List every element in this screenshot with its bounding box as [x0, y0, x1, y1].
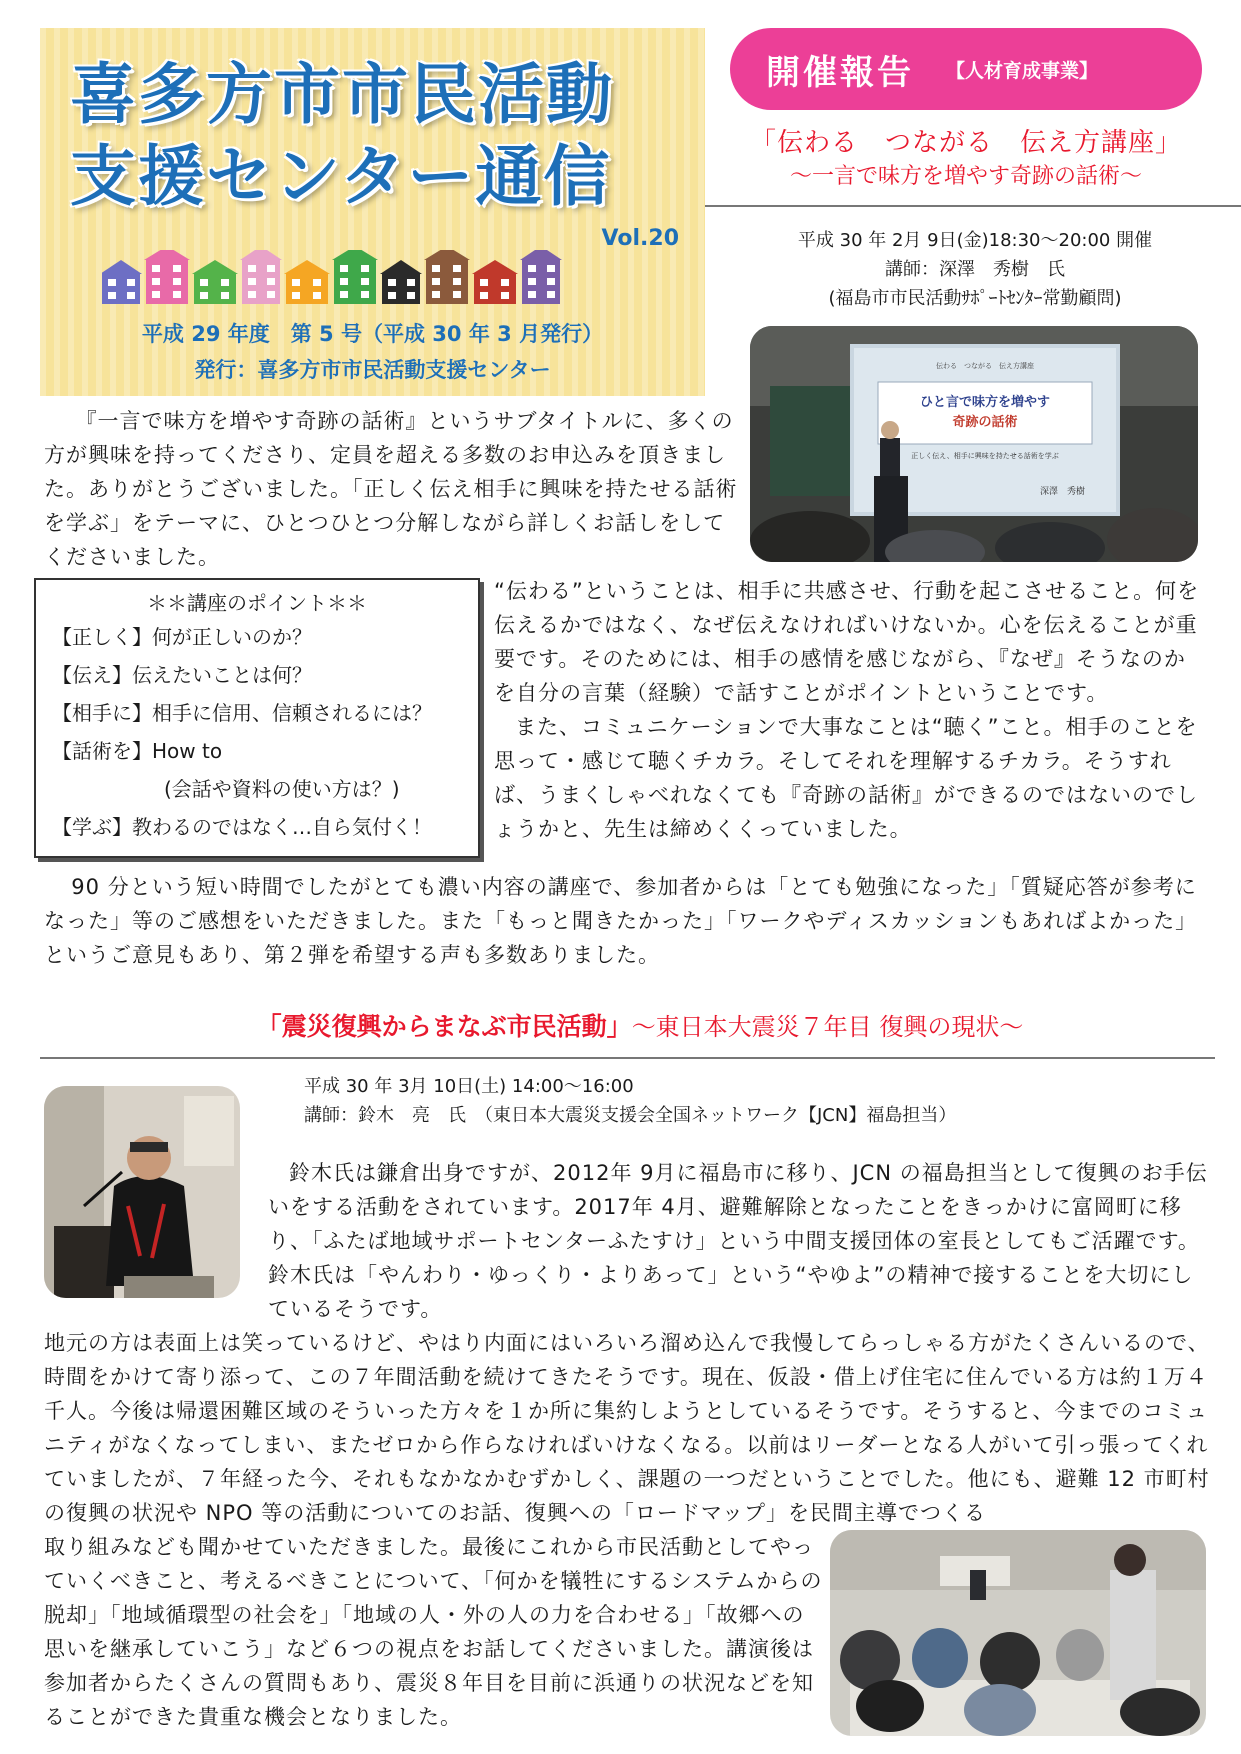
audience-photo-image — [830, 1530, 1206, 1736]
lecturer-name: 講師：鈴木 亮 氏 （東日本大震災支援会全国ネットワーク【JCN】福島担当） — [304, 1105, 957, 1126]
badge-sub-label: 【人材育成事業】 — [946, 59, 1099, 82]
speaker-photo — [44, 1086, 240, 1298]
lecture-photo-image — [750, 326, 1198, 562]
house-icon — [380, 260, 422, 304]
audience-photo — [830, 1530, 1206, 1736]
lecturer-name: 講師：深澤 秀樹 氏 — [885, 259, 1065, 280]
section2-paragraph-2: 地元の方は表面上は笑っているけど、やはり内面にはいろいろ溜め込んで我慢してらっしゃる方がたくさんいるので、時間をかけて寄り添って、この７年間活動を続けてきたそうです。現在、仮設・借上げ住宅に住んでいる方は約１万４千人。今後は帰還困難区域のそういった方々を１か所に集約しようとしているそうです。そうすると、今までのコミュニティがなくなってしまい、またゼロから作らなければいけなくなる。以前はリーダーとなる人がいて引っ張ってくれていましたが、７年経った今、それもなかなかむずかしく、課題の一つだということでした。他にも、避難 12 市町村の復興の状況や NPO 等の活動についてのお話、復興への「ロードマップ」を民間主導でつくる — [44, 1331, 1210, 1525]
section1-paragraph-2: “伝わる”ということは、相手に共感させ、行動を起こさせること。何を伝えるかではなく、なぜ伝えなければいけないか。心を伝えることが重要です。そのためには、相手の感情を感じながら、『なぜ』そうなのかを自分の言葉（経験）で話すことがポイントということです。 — [494, 579, 1200, 705]
slide-small-text: 伝わる つながる 伝え方講座 — [936, 362, 1034, 370]
house-icon — [240, 250, 282, 304]
section2-title — [40, 1010, 1240, 1044]
section1-paragraph-2-3 — [494, 574, 1206, 846]
house-icon — [284, 260, 330, 304]
section2-title-main: 「震災復興からまなぶ市民活動」 — [256, 1012, 632, 1041]
section1-paragraph-4: 90 分という短い時間でしたがとても濃い内容の講座で、参加者からは「とても勉強になった」「質疑応答が参考になった」等のご感想をいただきました。また「もっと聞きたかった」「ワークやディスカッションもあればよかった」というご意見もあり、第２弾を希望する声も多数ありました。 — [44, 875, 1198, 967]
section1-event-info — [730, 226, 1220, 313]
house-icon — [520, 250, 562, 304]
masthead — [40, 28, 705, 396]
divider — [40, 1057, 1215, 1059]
section1-paragraph-3: また、コミュニケーションで大事なことは“聴く”こと。相手のことを思って・感じて聴くチカラ。そしてそれを理解するチカラ。そうすれば、うまくしゃべれなくても『奇跡の話術』ができるのではないのでしょうかと、先生は締めくくっていました。 — [494, 715, 1198, 841]
point-item: 【話術を】How to — [52, 739, 223, 763]
point-item: 【相手に】相手に信用、信頼されるには？ — [52, 701, 432, 725]
lecturer-affiliation: (福島市市民活動ｻﾎﾟｰﾄｾﾝﾀｰ常勤顧問) — [828, 288, 1122, 309]
section1-subtitle: ～一言で味方を増やす奇跡の話術～ — [789, 164, 1142, 189]
title-line-2: 支援センター通信 — [70, 138, 612, 215]
section2-paragraph-3: 取り組みなども聞かせていただきました。最後にこれから市民活動としてやっていくべきこと、考えるべきことについて、「何かを犠牲にするシステムからの脱却」「地域循環型の社会を」「地域の人・外の人の力を合わせる」「故郷への思いを継承していこう」など６つの視点をお話してくださいました。講演後は参加者からたくさんの質問もあり、震災８年目を目前に浜通りの状況などを知ることができた貴重な機会となりました。 — [44, 1535, 823, 1729]
issue-info: 平成 29 年度 第 5 号（平成 30 年 3 月発行） — [141, 322, 604, 346]
title-line-1: 喜多方市市民活動 — [70, 56, 614, 133]
section1-title: 「伝わる つながる 伝え方講座」 — [749, 128, 1182, 158]
slide-name: 深澤 秀樹 — [1040, 487, 1086, 497]
slide-title-line1: ひと言で味方を増やす — [919, 395, 1051, 410]
house-icon — [332, 250, 378, 304]
slide-title-line2: 奇跡の話術 — [952, 415, 1018, 430]
lecture-photo — [750, 326, 1198, 562]
house-icon — [102, 260, 142, 304]
volume-label: Vol.20 — [601, 226, 679, 251]
point-item: 【学ぶ】教わるのではなく…自ら気付く！ — [52, 815, 432, 839]
house-icon — [144, 250, 190, 304]
lecture-points-box — [34, 578, 480, 858]
report-badge — [730, 28, 1202, 110]
section2-paragraph-1: 鈴木氏は鎌倉出身ですが、2012年 9月に福島市に移り、JCN の福島担当として復興のお手伝いをする活動をされています。2017年 4月、避難解除となったことをきっかけに富岡町に移り、「ふたば地域サポートセンターふたすけ」という中間支援団体の室長としてもご活躍です。鈴木氏は「やんわり・ゆっくり・よりあって」という“やゆよ”の精神で接することを大切にしているそうです。 — [268, 1161, 1208, 1321]
badge-main-label: 開催報告 — [766, 52, 914, 93]
points-heading: ＊＊講座のポイント＊＊ — [147, 591, 367, 615]
point-item: 【正しく】何が正しいのか？ — [52, 625, 312, 649]
divider — [705, 205, 1241, 207]
section2-title-sub: ～東日本大震災７年目 復興の現状～ — [631, 1013, 1024, 1041]
house-icon — [472, 260, 518, 304]
house-icon — [192, 260, 238, 304]
point-item: (会話や資料の使い方は？) — [164, 777, 400, 801]
houses-illustration — [102, 250, 582, 306]
section2-event-info — [304, 1072, 1204, 1130]
slide-caption: 正しく伝え、相手に興味を持たせる話術を学ぶ — [911, 452, 1059, 460]
speaker-photo-image — [44, 1086, 240, 1298]
event-date: 平成 30 年 3月 10日(土) 14:00～16:00 — [304, 1076, 634, 1097]
event-date: 平成 30 年 2月 9日(金)18:30～20:00 開催 — [797, 230, 1153, 251]
section1-paragraph-1: 『一言で味方を増やす奇跡の話術』というサブタイトルに、多くの方が興味を持ってくださり、定員を超える多数のお申込みを頂きました。ありがとうございました。「正しく伝え相手に興味を持たせる話術を学ぶ」をテーマに、ひとつひとつ分解しながら詳しくお話しをしてくださいました。 — [44, 409, 738, 569]
newsletter-title — [70, 54, 690, 218]
house-icon — [424, 250, 470, 304]
publisher-info: 発行：喜多方市市民活動支援センター — [194, 358, 551, 382]
point-item: 【伝え】伝えたいことは何？ — [52, 663, 312, 687]
